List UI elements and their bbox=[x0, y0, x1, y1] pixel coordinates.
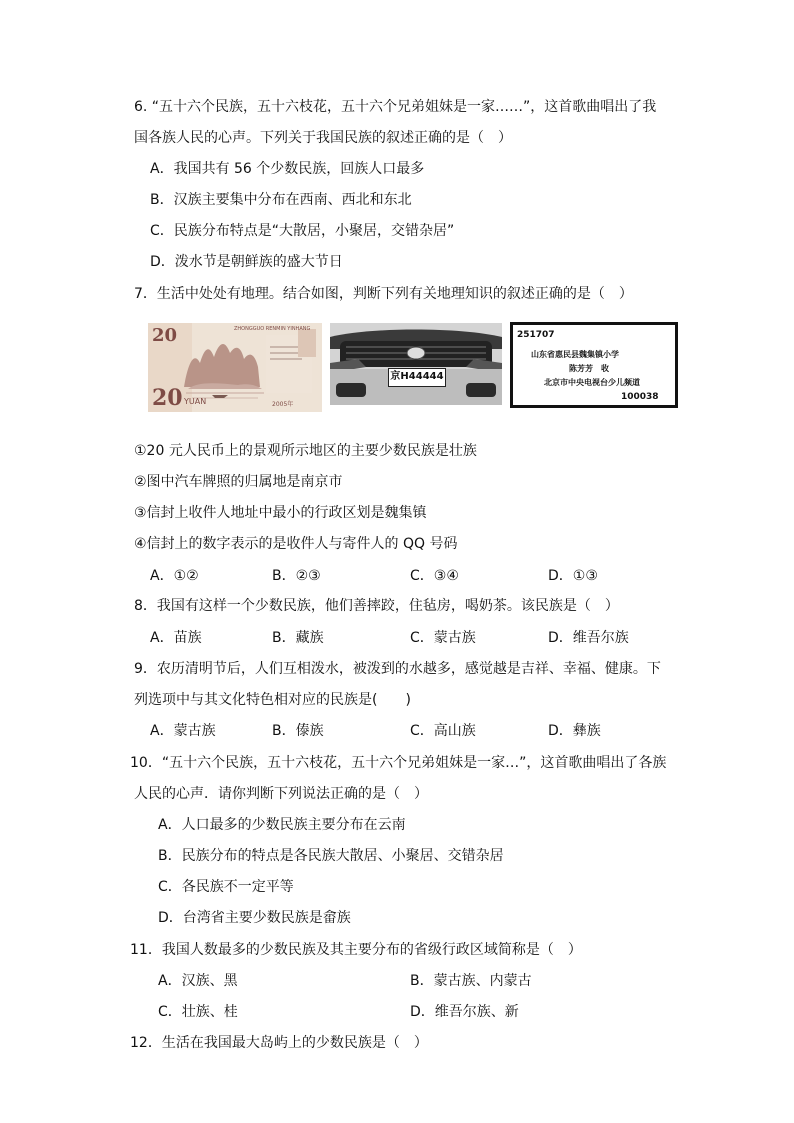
q7-statement-4: ④信封上的数字表示的是收件人与寄件人的 QQ 号码 bbox=[134, 536, 458, 552]
q8-stem: 8．我国有这样一个少数民族，他们善摔跤，住毡房，喝奶茶。该民族是（ ） bbox=[134, 598, 619, 614]
envelope-sender-zip: 251707 bbox=[517, 330, 555, 340]
license-plate: 京H44444 bbox=[388, 368, 446, 387]
q6-stem-line1: 6. “五十六个民族，五十六枝花，五十六个兄弟姐妹是一家……”，这首歌曲唱出了我 bbox=[134, 99, 657, 115]
q6-option-b: B．汉族主要集中分布在西南、西北和东北 bbox=[150, 192, 412, 208]
banknote-value-bottom: 20 bbox=[152, 385, 183, 411]
q10-option-b: B．民族分布的特点是各民族大散居、小聚居、交错杂居 bbox=[158, 848, 504, 864]
q7-option-b: B．②③ bbox=[272, 568, 321, 584]
q12-stem: 12．生活在我国最大岛屿上的少数民族是（ ） bbox=[130, 1035, 428, 1051]
q10-option-a: A．人口最多的少数民族主要分布在云南 bbox=[158, 817, 406, 833]
q6-option-d: D．泼水节是朝鲜族的盛大节日 bbox=[150, 254, 343, 270]
q11-option-b: B．蒙古族、内蒙古 bbox=[410, 973, 532, 989]
q7-option-a: A．①② bbox=[150, 568, 199, 584]
q7-statement-2: ②图中汽车牌照的归属地是南京市 bbox=[134, 474, 343, 490]
q6-stem-line2: 国各族人民的心声。下列关于我国民族的叙述正确的是（ ） bbox=[134, 130, 512, 146]
q11-option-d: D．维吾尔族、新 bbox=[410, 1004, 519, 1020]
q8-option-b: B．藏族 bbox=[272, 630, 324, 646]
banknote-year: 2005年 bbox=[272, 401, 294, 408]
q8-option-a: A．苗族 bbox=[150, 630, 202, 646]
envelope-address: 山东省惠民县魏集镇小学 bbox=[531, 350, 619, 359]
q7-option-d: D．①③ bbox=[548, 568, 598, 584]
q7-option-c: C．③④ bbox=[410, 568, 459, 584]
q9-option-b: B．傣族 bbox=[272, 723, 324, 739]
envelope-sender-address: 北京市中央电视台少儿频道 bbox=[544, 378, 640, 387]
q9-stem-line2: 列选项中与其文化特色相对应的民族是( ) bbox=[134, 692, 411, 708]
q7-stem: 7．生活中处处有地理。结合如图，判断下列有关地理知识的叙述正确的是（ ） bbox=[134, 286, 633, 302]
banknote-value-top: 20 bbox=[152, 325, 178, 346]
envelope-image bbox=[510, 322, 678, 408]
banknote-image bbox=[148, 323, 322, 412]
q10-option-d: D．台湾省主要少数民族是畲族 bbox=[158, 910, 351, 926]
q10-option-c: C．各民族不一定平等 bbox=[158, 879, 294, 895]
q10-stem-line2: 人民的心声．请你判断下列说法正确的是（ ） bbox=[134, 786, 428, 802]
envelope-recipient-zip: 100038 bbox=[621, 392, 659, 402]
q9-option-c: C．高山族 bbox=[410, 723, 476, 739]
car-license-plate-image bbox=[330, 323, 502, 405]
q8-option-c: C．蒙古族 bbox=[410, 630, 476, 646]
q7-statement-3: ③信封上收件人地址中最小的行政区划是魏集镇 bbox=[134, 505, 427, 521]
banknote-bank-name: ZHONGGUO RENMIN YINHANG bbox=[234, 326, 311, 332]
banknote-yuan: YUAN bbox=[184, 397, 207, 406]
q8-option-d: D．维吾尔族 bbox=[548, 630, 629, 646]
q11-option-a: A．汉族、黑 bbox=[158, 973, 238, 989]
q11-option-c: C．壮族、桂 bbox=[158, 1004, 238, 1020]
q6-option-c: C．民族分布特点是“大散居，小聚居，交错杂居” bbox=[150, 223, 455, 239]
q9-stem-line1: 9．农历清明节后，人们互相泼水，被泼到的水越多，感觉越是吉祥、幸福、健康。下 bbox=[134, 661, 661, 677]
q9-option-a: A．蒙古族 bbox=[150, 723, 216, 739]
q6-option-a: A．我国共有 56 个少数民族，回族人口最多 bbox=[150, 161, 425, 177]
q9-option-d: D．彝族 bbox=[548, 723, 601, 739]
q10-stem-line1: 10．“五十六个民族，五十六枝花，五十六个兄弟姐妹是一家…”，这首歌曲唱出了各族 bbox=[130, 755, 667, 771]
envelope-recipient: 陈芳芳 收 bbox=[569, 364, 609, 373]
q11-stem: 11．我国人数最多的少数民族及其主要分布的省级行政区域简称是（ ） bbox=[130, 942, 582, 958]
q7-statement-1: ①20 元人民币上的景观所示地区的主要少数民族是壮族 bbox=[134, 443, 477, 459]
